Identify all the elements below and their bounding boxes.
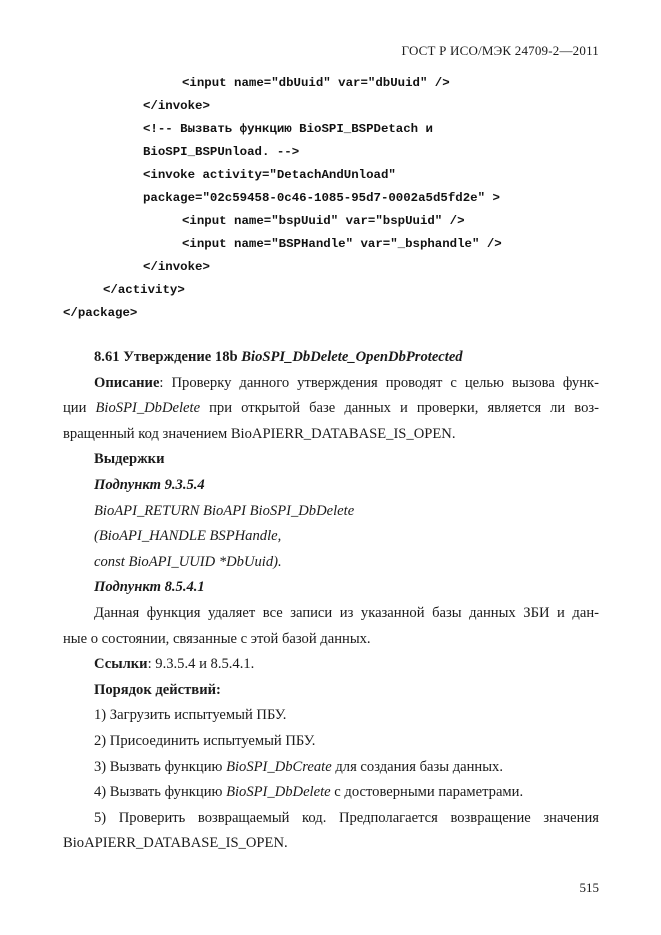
steps-heading: Порядок действий: xyxy=(94,681,221,698)
description-line-3: вращенный код значением BioAPIERR_DATABASE_IS_OPEN. xyxy=(63,425,456,442)
code-line: <input name="dbUuid" var="dbUuid" /> xyxy=(182,76,450,90)
code-line: <input name="BSPHandle" var="_bsphandle" /> xyxy=(182,237,502,251)
step-item: 5) Проверить возвращаемый код. Предполагается возвращение значения xyxy=(94,809,599,826)
step-item: 4) Вызвать функцию BioSPI_DbDelete с достоверными параметрами. xyxy=(94,784,524,801)
step-item-continuation: BioAPIERR_DATABASE_IS_OPEN. xyxy=(63,835,288,852)
step-item: 2) Присоединить испытуемый ПБУ. xyxy=(94,732,316,749)
signature-line: BioAPI_RETURN BioAPI BioSPI_DbDelete xyxy=(94,502,355,519)
code-line: </package> xyxy=(63,306,138,320)
function-description-line: ные о состоянии, связанные с этой базой данных. xyxy=(63,630,371,647)
code-line: </invoke> xyxy=(143,99,210,113)
section-heading: 8.61 Утверждение 18b BioSPI_DbDelete_OpenDbProtected xyxy=(94,349,463,365)
description-line-1: Описание: Проверку данного утверждения проводят с целью вызова функ- xyxy=(94,374,599,391)
signature-line: (BioAPI_HANDLE BSPHandle, xyxy=(94,528,282,545)
standard-header: ГОСТ Р ИСО/МЭК 24709-2—2011 xyxy=(401,43,599,58)
step-item: 1) Загрузить испытуемый ПБУ. xyxy=(94,707,287,724)
code-line: <invoke activity="DetachAndUnload" xyxy=(143,168,396,182)
subclause-heading: Подпункт 9.3.5.4 xyxy=(94,476,205,493)
page-number: 515 xyxy=(579,880,599,895)
code-line: BioSPI_BSPUnload. --> xyxy=(143,145,300,159)
code-line: <input name="bspUuid" var="bspUuid" /> xyxy=(182,214,465,228)
code-line: </activity> xyxy=(103,283,185,297)
subclause-heading: Подпункт 8.5.4.1 xyxy=(94,579,205,596)
section-body xyxy=(63,345,599,857)
code-line: package="02c59458-0c46-1085-95d7-0002a5d5fd2e" > xyxy=(143,191,500,205)
code-line: </invoke> xyxy=(143,260,210,274)
references-line: Ссылки: 9.3.5.4 и 8.5.4.1. xyxy=(94,656,255,673)
signature-line: const BioAPI_UUID *DbUuid). xyxy=(94,553,282,570)
function-description-line: Данная функция удаляет все записи из указанной базы данных ЗБИ и дан- xyxy=(94,604,599,621)
description-line-2: ции BioSPI_DbDelete при открытой базе данных и проверки, является ли воз- xyxy=(63,400,599,417)
step-item: 3) Вызвать функцию BioSPI_DbCreate для создания базы данных. xyxy=(94,758,503,775)
code-line: <!-- Вызвать функцию BioSPI_BSPDetach и xyxy=(143,122,433,136)
extracts-heading: Выдержки xyxy=(94,451,165,468)
